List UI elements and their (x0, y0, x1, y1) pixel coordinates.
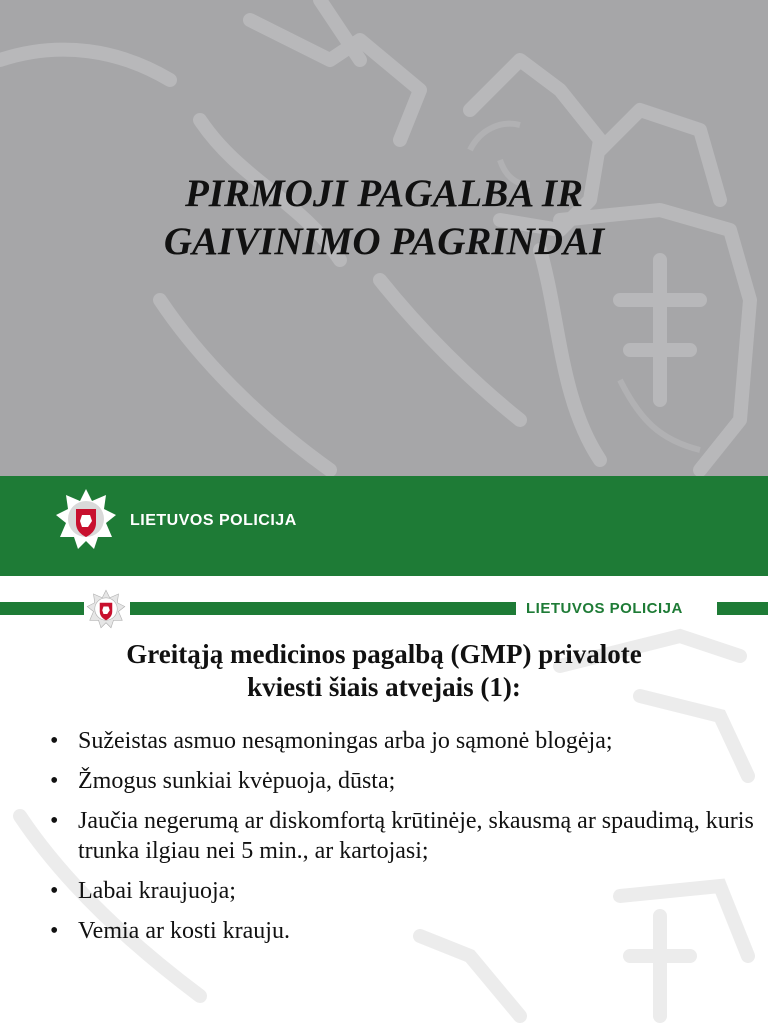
content-slide (0, 576, 768, 1024)
bullet-dot: • (50, 728, 59, 754)
bullet-text: Vemia ar kosti krauju. (78, 918, 290, 944)
list-item (48, 726, 760, 756)
bullet-text: Labai kraujuoja; (78, 878, 236, 904)
bullet-text: Jaučia negerumą ar diskomfortą krūtinėje, skausmą ar spaudimą, kuris trunka ilgiau nei 5 min., ar kartojasi; (78, 808, 754, 864)
list-item (48, 916, 760, 946)
bullet-text: Sužeistas asmuo nesąmoningas arba jo sąmonė blogėja; (78, 728, 613, 754)
bullet-dot: • (50, 808, 59, 834)
bullet-dot: • (50, 768, 59, 794)
list-item (48, 766, 760, 796)
police-star-icon (86, 589, 126, 629)
header-rule-right (717, 602, 768, 615)
police-star-icon (54, 487, 118, 551)
slide-title (60, 170, 708, 266)
bullet-text: Žmogus sunkiai kvėpuoja, dūsta; (78, 768, 396, 794)
title-line-1: PIRMOJI PAGALBA IR (184, 172, 584, 215)
bullet-dot: • (50, 878, 59, 904)
heading-line-2: kviesti šiais atvejais (1): (247, 672, 521, 702)
heading-line-1: Greitąją medicinos pagalbą (GMP) privalote (126, 639, 642, 669)
bullet-dot: • (50, 918, 59, 944)
bullet-list (48, 726, 760, 956)
header-rule-left (0, 602, 84, 615)
brand-name: LIETUVOS POLICIJA (130, 512, 297, 529)
slide-heading (30, 638, 738, 704)
list-item (48, 806, 760, 866)
list-item (48, 876, 760, 906)
title-line-2: GAIVINIMO PAGRINDAI (163, 220, 605, 263)
header-rule-middle (130, 602, 516, 615)
brand-name: LIETUVOS POLICIJA (526, 600, 683, 617)
